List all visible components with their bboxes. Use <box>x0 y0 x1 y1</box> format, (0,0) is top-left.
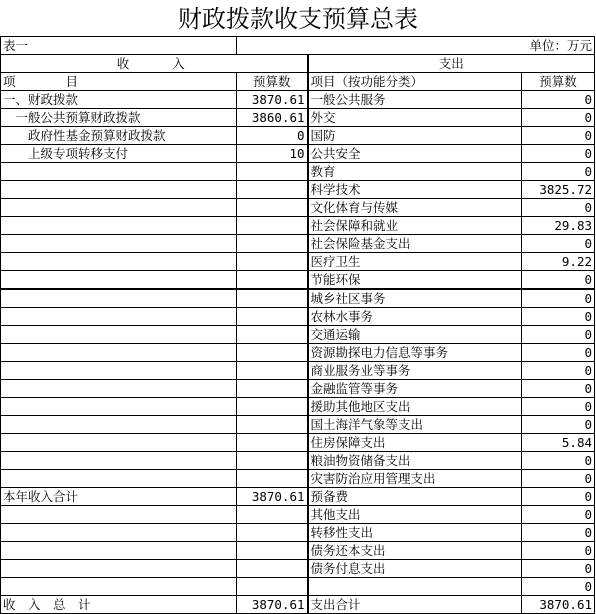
table-row <box>1 434 595 452</box>
empty-cell <box>1 308 237 326</box>
expense-item-label: 城乡社区事务 <box>308 289 522 308</box>
expense-item-value: 0 <box>522 91 595 109</box>
expense-item-value: 0 <box>522 145 595 163</box>
annual-income-total-value: 3870.61 <box>237 488 308 506</box>
col-item: 项 目 <box>1 73 237 91</box>
expense-item-value: 9.22 <box>522 253 595 271</box>
expense-item-value: 0 <box>522 416 595 434</box>
expense-item-value: 0 <box>522 308 595 326</box>
empty-cell <box>1 416 237 434</box>
empty-cell <box>1 253 237 271</box>
table-row <box>1 578 595 596</box>
annual-income-total-label: 本年收入合计 <box>1 488 237 506</box>
expense-item-value: 0 <box>522 109 595 127</box>
income-item-value: 0 <box>237 127 308 145</box>
expense-item-label: 文化体育与传媒 <box>308 199 522 217</box>
table-row <box>1 542 595 560</box>
empty-cell <box>237 181 308 199</box>
income-item-value: 3860.61 <box>237 109 308 127</box>
table-row <box>1 416 595 434</box>
table-row <box>1 235 595 253</box>
expense-item-label: 公共安全 <box>308 145 522 163</box>
empty-cell <box>1 470 237 488</box>
empty-cell <box>237 452 308 470</box>
table-row <box>1 145 595 163</box>
expense-item-label: 国土海洋气象等支出 <box>308 416 522 434</box>
expense-item-label: 农林水事务 <box>308 308 522 326</box>
expense-item-label: 外交 <box>308 109 522 127</box>
table-row <box>1 506 595 524</box>
table-row <box>1 253 595 271</box>
income-item-value: 3870.61 <box>237 91 308 109</box>
empty-cell <box>1 542 237 560</box>
empty-cell <box>1 235 237 253</box>
expense-item-value: 0 <box>522 380 595 398</box>
empty-cell <box>237 542 308 560</box>
empty-cell <box>1 578 237 596</box>
empty-cell <box>237 362 308 380</box>
expense-item-value: 0 <box>522 163 595 181</box>
table-row <box>1 398 595 416</box>
table-row <box>1 524 595 542</box>
expense-item-label: 转移性支出 <box>308 524 522 542</box>
expense-item-label: 交通运输 <box>308 326 522 344</box>
empty-cell <box>1 271 237 290</box>
expense-item-label: 社会保险基金支出 <box>308 235 522 253</box>
expense-item-label: 教育 <box>308 163 522 181</box>
expense-item-label: 社会保障和就业 <box>308 217 522 235</box>
income-total-value: 3870.61 <box>237 596 308 614</box>
expense-item-label: 科学技术 <box>308 181 522 199</box>
empty-cell <box>237 380 308 398</box>
expense-item-value: 0 <box>522 524 595 542</box>
expense-item-label: 节能环保 <box>308 271 522 290</box>
table-row <box>1 560 595 578</box>
table-row <box>1 109 595 127</box>
empty-cell <box>1 434 237 452</box>
table-row <box>1 470 595 488</box>
expense-item-label: 援助其他地区支出 <box>308 398 522 416</box>
empty-cell <box>1 362 237 380</box>
income-total-label: 收 入 总 计 <box>1 596 237 614</box>
empty-cell <box>1 452 237 470</box>
expense-item-value: 0 <box>522 235 595 253</box>
empty-cell <box>1 344 237 362</box>
expense-item-label: 金融监管等事务 <box>308 380 522 398</box>
empty-cell <box>1 398 237 416</box>
empty-cell <box>237 235 308 253</box>
table-row <box>1 271 595 290</box>
empty-cell <box>237 506 308 524</box>
expense-item-value: 0 <box>522 289 595 308</box>
expense-item-value: 0 <box>522 452 595 470</box>
empty-cell <box>1 289 237 308</box>
section-header-row <box>1 55 595 73</box>
expense-item-label: 预备费 <box>308 488 522 506</box>
empty-cell <box>237 271 308 290</box>
empty-cell <box>237 434 308 452</box>
expense-item-value: 0 <box>522 271 595 290</box>
empty-cell <box>237 308 308 326</box>
page-title: 财政拨款收支预算总表 <box>178 5 418 33</box>
income-item-label: 政府性基金预算财政拨款 <box>1 127 237 145</box>
income-item-label: 一、财政拨款 <box>1 91 237 109</box>
empty-cell <box>237 199 308 217</box>
expense-item-value: 0 <box>522 362 595 380</box>
table-row <box>1 308 595 326</box>
income-header: 收 入 <box>1 55 308 73</box>
income-item-label: 上级专项转移支付 <box>1 145 237 163</box>
expense-item-value: 0 <box>522 578 595 596</box>
expense-item-label: 粮油物资储备支出 <box>308 452 522 470</box>
unit-label: 单位：万元 <box>237 37 595 55</box>
empty-cell <box>237 578 308 596</box>
expense-item-value: 0 <box>522 398 595 416</box>
empty-cell <box>1 506 237 524</box>
empty-cell <box>237 398 308 416</box>
expense-item-label: 其他支出 <box>308 506 522 524</box>
expense-item-label: 医疗卫生 <box>308 253 522 271</box>
expense-item-label: 债务付息支出 <box>308 560 522 578</box>
empty-cell <box>1 380 237 398</box>
expense-item-value: 3825.72 <box>522 181 595 199</box>
col-expense-budget: 预算数 <box>522 73 595 91</box>
table-row <box>1 181 595 199</box>
empty-cell <box>1 524 237 542</box>
col-item-budget: 预算数 <box>237 73 308 91</box>
expense-item-value: 5.84 <box>522 434 595 452</box>
empty-cell <box>1 217 237 235</box>
expense-item-label: 商业服务业等事务 <box>308 362 522 380</box>
table-label: 表一 <box>1 37 237 55</box>
empty-cell <box>237 326 308 344</box>
table-row <box>1 91 595 109</box>
expense-item-label: 住房保障支出 <box>308 434 522 452</box>
column-header-row <box>1 73 595 91</box>
table-row <box>1 163 595 181</box>
table-row <box>1 289 595 308</box>
income-item-label: 一般公共预算财政拨款 <box>1 109 237 127</box>
table-row <box>1 199 595 217</box>
table-row <box>1 452 595 470</box>
expense-item-label: 国防 <box>308 127 522 145</box>
expense-item-label <box>308 578 522 596</box>
expense-header: 支出 <box>308 55 595 73</box>
expense-item-value: 0 <box>522 344 595 362</box>
table-row <box>1 217 595 235</box>
table-row <box>1 380 595 398</box>
table-row <box>1 488 595 506</box>
empty-cell <box>1 326 237 344</box>
expense-total-value: 3870.61 <box>522 596 595 614</box>
table-row <box>1 362 595 380</box>
table-row <box>1 326 595 344</box>
empty-cell <box>1 181 237 199</box>
expense-item-value: 0 <box>522 560 595 578</box>
empty-cell <box>237 217 308 235</box>
expense-total-label: 支出合计 <box>308 596 522 614</box>
expense-item-value: 0 <box>522 488 595 506</box>
empty-cell <box>237 344 308 362</box>
expense-item-label: 债务还本支出 <box>308 542 522 560</box>
empty-cell <box>237 470 308 488</box>
expense-item-value: 0 <box>522 127 595 145</box>
col-expense-item: 项目（按功能分类） <box>308 73 522 91</box>
expense-item-label: 一般公共服务 <box>308 91 522 109</box>
expense-item-value: 0 <box>522 326 595 344</box>
expense-item-value: 29.83 <box>522 217 595 235</box>
empty-cell <box>1 560 237 578</box>
table-row <box>1 344 595 362</box>
empty-cell <box>237 560 308 578</box>
expense-item-value: 0 <box>522 506 595 524</box>
expense-item-value: 0 <box>522 542 595 560</box>
empty-cell <box>237 163 308 181</box>
table-row <box>1 127 595 145</box>
meta-row <box>1 37 595 55</box>
empty-cell <box>237 253 308 271</box>
expense-item-label: 资源勘探电力信息等事务 <box>308 344 522 362</box>
empty-cell <box>237 524 308 542</box>
budget-table <box>0 36 595 614</box>
empty-cell <box>1 199 237 217</box>
empty-cell <box>237 289 308 308</box>
empty-cell <box>1 163 237 181</box>
expense-item-label: 灾害防治应用管理支出 <box>308 470 522 488</box>
empty-cell <box>237 416 308 434</box>
income-item-value: 10 <box>237 145 308 163</box>
expense-item-value: 0 <box>522 470 595 488</box>
expense-item-value: 0 <box>522 199 595 217</box>
